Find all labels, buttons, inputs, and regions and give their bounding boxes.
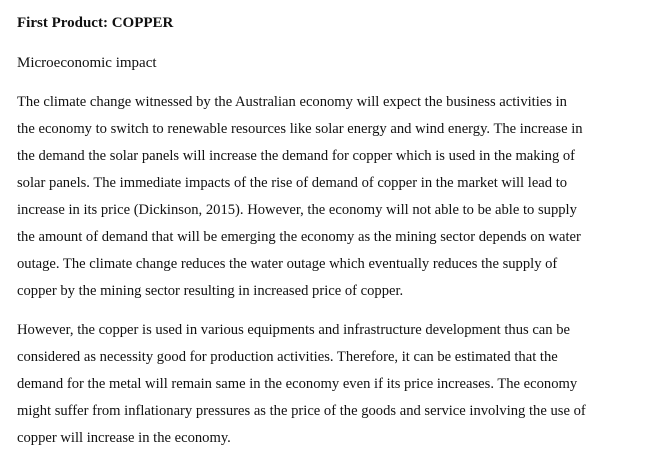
paragraph-line: the economy to switch to renewable resources like solar energy and wind energy. The increase in [17,121,583,137]
paragraph-line: the demand the solar panels will increase the demand for copper which is used in the making of [17,148,576,164]
paragraph-line: The climate change witnessed by the Australian economy will expect the business activities in [17,94,567,110]
paragraph-line: might suffer from inflationary pressures as the price of the goods and service involving the use of [17,403,586,419]
paragraph-line: copper by the mining sector resulting in increased price of copper. [17,283,404,299]
paragraph-line: considered as necessity good for production activities. Therefore, it can be estimated that the [17,349,558,365]
section-heading: First Product: COPPER [17,15,174,31]
paragraph-2 [17,317,647,452]
subsection-heading: Microeconomic impact [17,55,157,71]
paragraph-line: copper will increase in the economy. [17,430,231,446]
paragraph-line: increase in its price (Dickinson, 2015). However, the economy will not able to be able to supply [17,202,577,218]
paragraph-line: outage. The climate change reduces the water outage which eventually reduces the supply of [17,256,558,272]
paragraph-line: However, the copper is used in various equipments and infrastructure development thus can be [17,322,571,338]
paragraph-line: demand for the metal will remain same in the economy even if its price increases. The economy [17,376,578,392]
paragraph-1 [17,89,647,305]
paragraph-line: the amount of demand that will be emerging the economy as the mining sector depends on water [17,229,581,245]
paragraph-line: solar panels. The immediate impacts of the rise of demand of copper in the market will lead to [17,175,568,191]
